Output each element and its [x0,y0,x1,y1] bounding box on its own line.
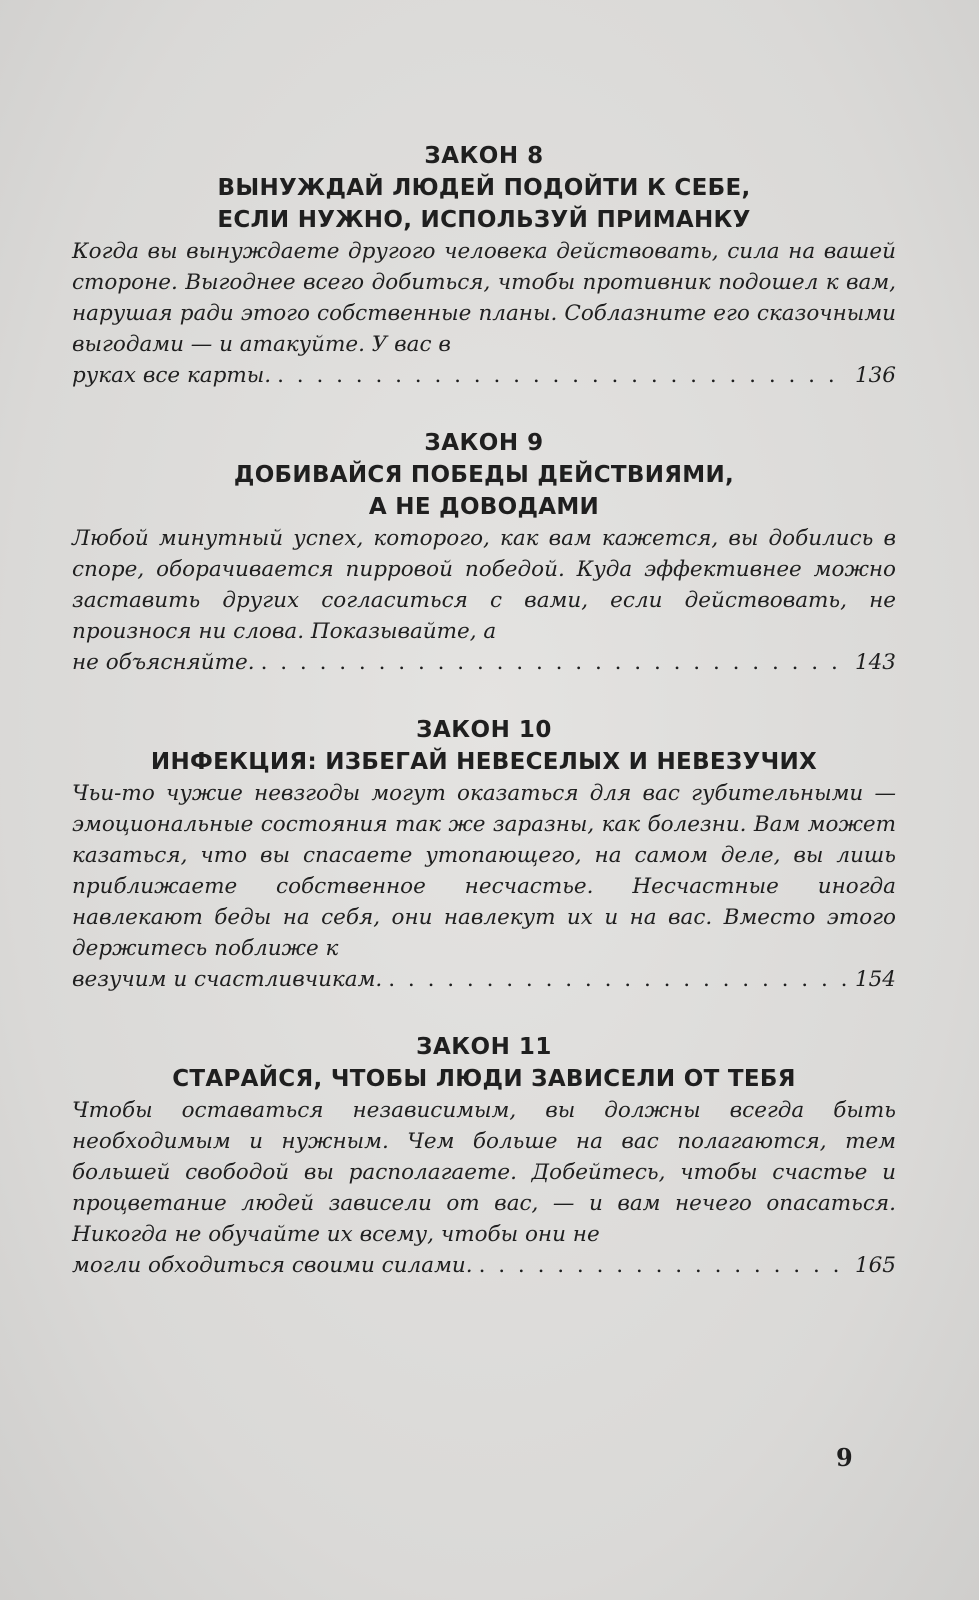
toc-leader-line [72,360,896,391]
law-title-line: ЕСЛИ НУЖНО, ИСПОЛЬЗУЙ ПРИМАНКУ [217,207,751,233]
dot-leader [261,647,849,678]
page-reference: 154 [854,967,896,992]
law-title-line: ИНФЕКЦИЯ: ИЗБЕГАЙ НЕВЕСЕЛЫХ И НЕВЕЗУЧИХ [150,749,818,775]
law-description-last-line: не объясняйте. [72,650,255,675]
law-entry [72,1031,896,1281]
law-description [72,523,896,678]
law-title-line: СТАРАЙСЯ, ЧТОБЫ ЛЮДИ ЗАВИСЕЛИ ОТ ТЕБЯ [172,1066,796,1092]
dot-leader [388,964,849,995]
dot-leader [277,360,849,391]
toc-leader-line [72,647,896,678]
law-entry [72,140,896,391]
law-title-line: А НЕ ДОВОДАМИ [368,494,600,520]
law-entry [72,427,896,678]
page-reference: 165 [854,1253,896,1278]
law-description [72,778,896,995]
law-number: ЗАКОН 11 [416,1034,552,1060]
page-reference: 136 [854,363,896,388]
law-entry [72,714,896,995]
law-number: ЗАКОН 10 [416,717,552,743]
law-description [72,236,896,391]
toc-leader-line [72,1250,896,1281]
law-description-text: Чьи-то чужие невзгоды могут оказаться для вас губительными — эмоциональные состояния так же заразны, как болезни. Вам может казаться, что вы спасаете утопающего, на самом деле, вы лишь приближаете собственное несчастье. Несчастные иногда навлекают беды на себя, они навлекут их и на вас. Вместо этого держитесь поближе к [72,781,896,961]
law-description-text: Чтобы оставаться независимым, вы должны всегда быть необходимым и нужным. Чем больше на вас полагаются, тем большей свободой вы располагаете. Добейтесь, чтобы счастье и процветание людей зависели от вас, — и вам нечего опасаться. Никогда не обучайте их всему, чтобы они не [72,1098,896,1247]
toc-leader-line [72,964,896,995]
law-description-last-line: руках все карты. [72,363,272,388]
law-description-last-line: могли обходиться своими силами. [72,1253,473,1278]
law-number: ЗАКОН 9 [424,430,544,456]
law-number: ЗАКОН 8 [424,143,544,169]
table-of-contents [72,140,896,1317]
law-description-text: Любой минутный успех, которого, как вам кажется, вы добились в споре, оборачивается пирровой победой. Куда эффективнее можно заставить других согласиться с вами, если действовать, не произнося ни слова. Показывайте, а [72,526,896,644]
law-title-line: ВЫНУЖДАЙ ЛЮДЕЙ ПОДОЙТИ К СЕБЕ, [217,175,751,201]
law-description-last-line: везучим и счастливчикам. [72,967,383,992]
page-number: 9 [836,1443,853,1472]
law-description-text: Когда вы вынуждаете другого человека действовать, сила на вашей стороне. Выгоднее всего добиться, чтобы противник подошел к вам, нарушая ради этого собственные планы. Соблазните его сказочными выгодами — и атакуйте. У вас в [72,239,896,357]
page-reference: 143 [854,650,896,675]
law-title-line: ДОБИВАЙСЯ ПОБЕДЫ ДЕЙСТВИЯМИ, [233,462,735,488]
law-description [72,1095,896,1281]
dot-leader [479,1250,849,1281]
